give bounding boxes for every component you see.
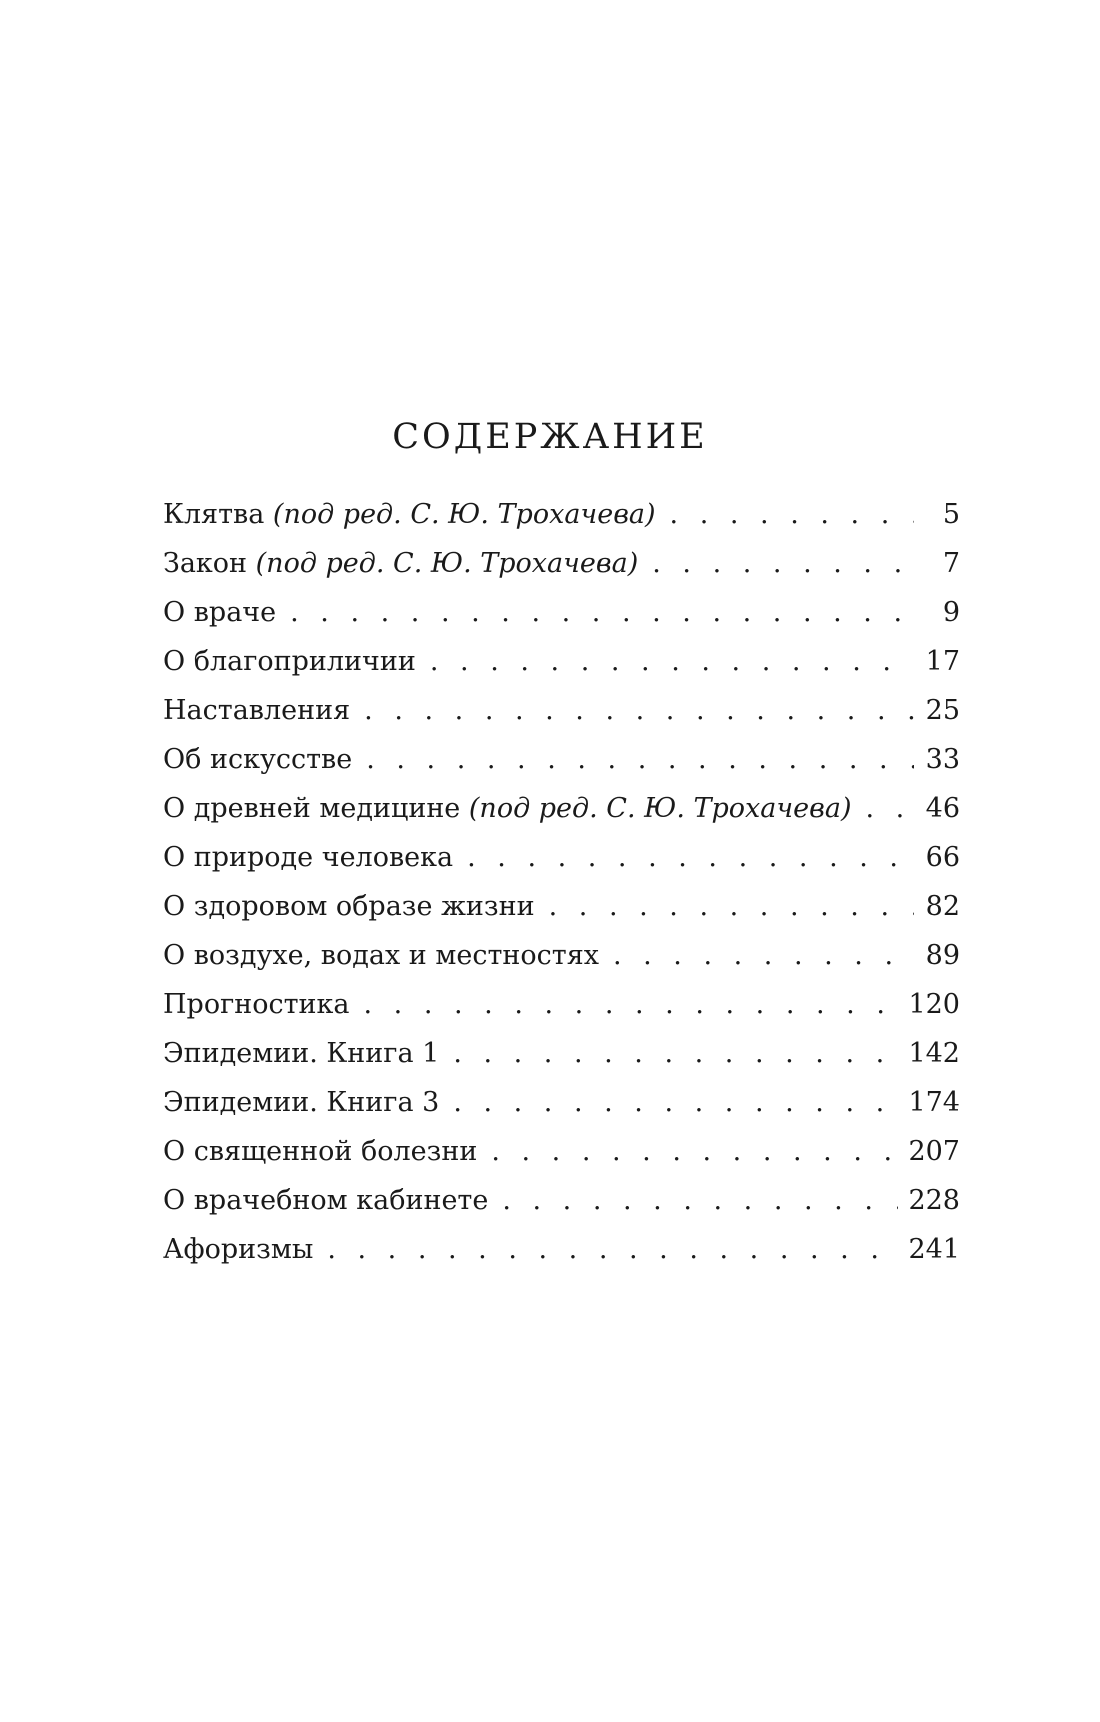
toc-entry-title-group [163,1127,477,1176]
toc-entry-page-number: 228 [908,1185,960,1216]
toc-entry-title-group [163,735,352,784]
dot-leader [327,1225,898,1274]
toc-entry-page-number: 174 [908,1087,960,1118]
toc-entry-title: Об искусстве [163,744,353,775]
toc-entry [163,588,960,637]
dot-leader [866,784,914,833]
toc-entry-page-number: 120 [908,989,960,1020]
toc-entry-title: Прогностика [163,989,350,1020]
toc-entry-page-number: 142 [908,1038,960,1069]
toc-entry-page-number: 241 [908,1234,960,1265]
toc-entry [163,539,960,588]
page-title: СОДЕРЖАНИЕ [392,417,708,457]
toc-entry [163,1225,960,1274]
toc-entry [163,490,960,539]
toc-entry-editor-note: (под ред. С. Ю. Трохачева) [468,793,852,824]
dot-leader [491,1127,898,1176]
toc-entry [163,735,960,784]
toc-entry-title: Эпидемии. Книга 1 [163,1038,440,1069]
toc-entry-title-group [163,588,276,637]
toc-entry [163,784,960,833]
toc-entry-title: Клятва [163,499,265,530]
toc-entry-title-group [163,637,416,686]
toc-entry-page-number: 17 [925,646,960,677]
toc-entry-title: Эпидемии. Книга 3 [163,1087,440,1118]
toc-entry [163,833,960,882]
toc-entry-page-number: 82 [925,891,960,922]
toc-entry-page-number: 9 [942,597,960,628]
toc-entry [163,1176,960,1225]
dot-leader [430,637,914,686]
toc-entry [163,1078,960,1127]
toc-entry [163,980,960,1029]
dot-leader [366,735,914,784]
toc-entry-title: О врачебном кабинете [163,1185,489,1216]
toc-entry [163,686,960,735]
toc-entry-title: О природе человека [163,842,454,873]
toc-entry [163,1127,960,1176]
dot-leader [364,980,899,1029]
toc-entry [163,637,960,686]
toc-entry-title: О древней медицине [163,793,461,824]
dot-leader [290,588,914,637]
toc-entry-title-group [163,1176,488,1225]
toc-entry-page-number: 207 [908,1136,960,1167]
toc-entry-editor-note: (под ред. С. Ю. Трохачева) [255,548,639,579]
toc-entry-title: Афоризмы [163,1234,314,1265]
toc-entry-page-number: 25 [925,695,960,726]
toc-entry-title: Наставления [163,695,351,726]
dot-leader [652,539,914,588]
toc-entry-title-group [163,1029,439,1078]
toc-entry-title-group [163,833,453,882]
toc-entry-title-group [163,882,535,931]
toc-entry-title-group [163,980,350,1029]
toc-entry-title-group [163,490,656,539]
toc-entry-page-number: 5 [942,499,960,530]
toc-entry [163,882,960,931]
toc-entry-title-group [163,1078,439,1127]
toc-entry-page-number: 33 [925,744,960,775]
toc-entry-page-number: 89 [925,940,960,971]
dot-leader [613,931,914,980]
toc-entry-title-group [163,931,599,980]
toc-entry-title: О священной болезни [163,1136,478,1167]
dot-leader [467,833,914,882]
toc-entry-editor-note: (под ред. С. Ю. Трохачева) [272,499,656,530]
toc-entry-title-group [163,784,852,833]
toc-entry-title: О воздухе, водах и местностях [163,940,599,971]
toc-entry-title: Закон [163,548,248,579]
dot-leader [549,882,914,931]
dot-leader [364,686,914,735]
table-of-contents [163,490,960,1274]
toc-entry-page-number: 7 [942,548,960,579]
toc-entry-title-group [163,1225,313,1274]
dot-leader [502,1176,898,1225]
toc-entry-page-number: 46 [925,793,960,824]
dot-leader [453,1029,898,1078]
toc-entry [163,1029,960,1078]
toc-entry-title-group [163,686,350,735]
toc-entry [163,931,960,980]
toc-entry-title-group [163,539,638,588]
dot-leader [453,1078,898,1127]
dot-leader [670,490,914,539]
toc-entry-title: О здоровом образе жизни [163,891,535,922]
toc-entry-title: О благоприличии [163,646,416,677]
toc-entry-title: О враче [163,597,277,628]
toc-entry-page-number: 66 [925,842,960,873]
